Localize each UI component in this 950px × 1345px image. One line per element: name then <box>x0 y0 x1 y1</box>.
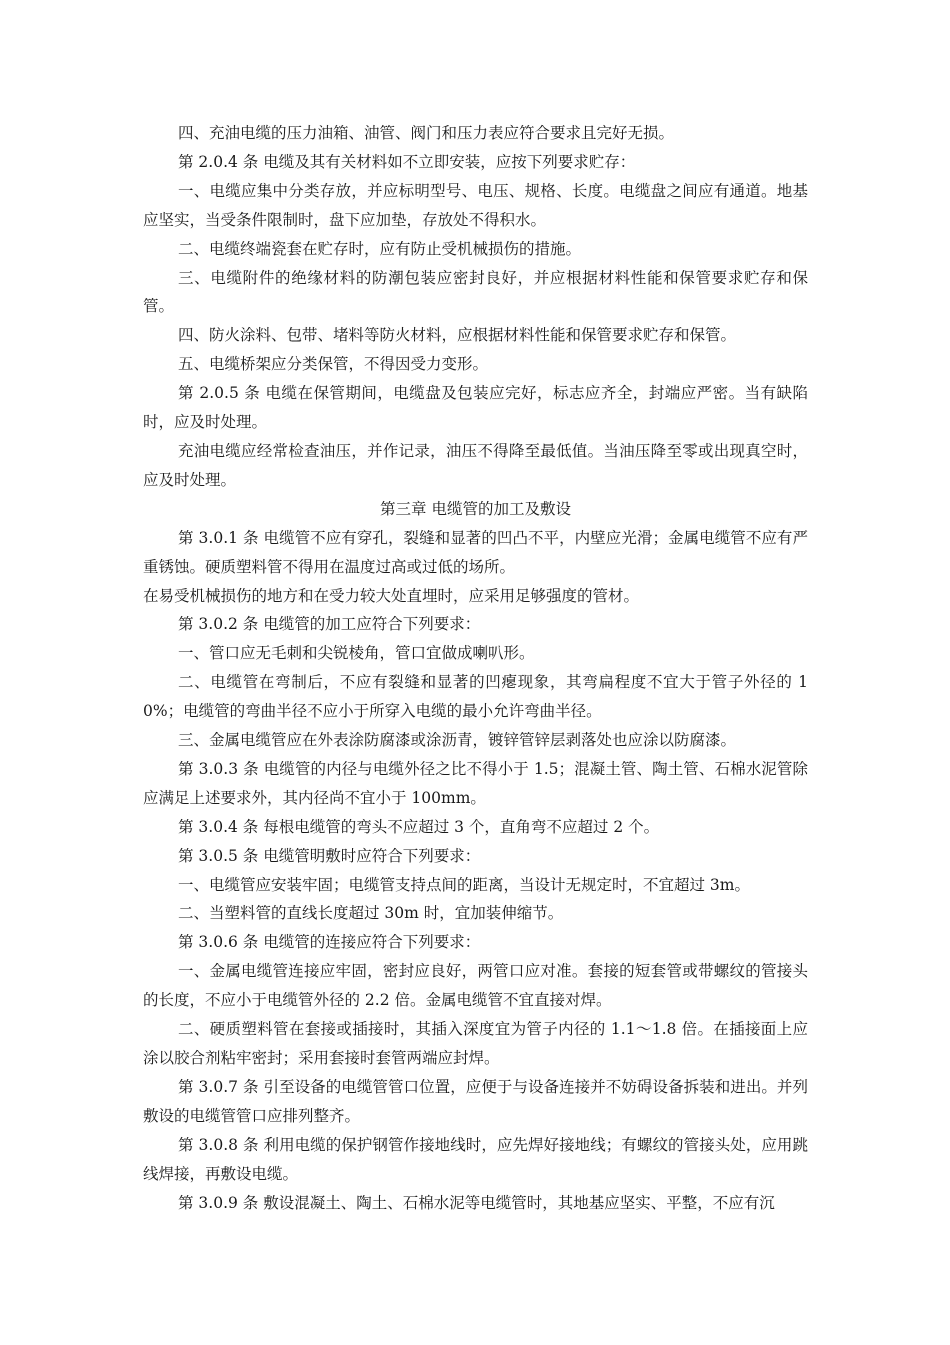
paragraph: 一、金属电缆管连接应牢固，密封应良好，两管口应对准。套接的短套管或带螺纹的管接头的长度，不应小于电缆管外径的 2.2 倍。金属电缆管不宜直接对焊。 <box>143 962 808 1010</box>
paragraph: 一、电缆管应安装牢固；电缆管支持点间的距离，当设计无规定时，不宜超过 3m。 <box>178 875 750 894</box>
clause-3-0-7: 第 3.0.7 条 引至设备的电缆管管口位置，应便于与设备连接并不妨碍设备拆装和进出。并列敷设的电缆管管口应排列整齐。 <box>143 1077 808 1125</box>
clause-3-0-8: 第 3.0.8 条 利用电缆的保护钢管作接地线时，应先焊好接地线；有螺纹的管接头处，应用跳线焊接，再敷设电缆。 <box>143 1135 808 1183</box>
clause-3-0-6: 第 3.0.6 条 电缆管的连接应符合下列要求： <box>178 933 481 952</box>
document-body <box>143 119 808 1217</box>
clause-3-0-1: 第 3.0.1 条 电缆管不应有穿孔，裂缝和显著的凹凸不平，内壁应光滑；金属电缆管不应有严重锈蚀。硬质塑料管不得用在温度过高或过低的场所。 <box>143 528 808 576</box>
clause-3-0-4: 第 3.0.4 条 每根电缆管的弯头不应超过 3 个，直角弯不应超过 2 个。 <box>178 817 660 836</box>
paragraph: 二、当塑料管的直线长度超过 30m 时，宜加装伸缩节。 <box>178 904 564 923</box>
paragraph: 四、充油电缆的压力油箱、油管、阀门和压力表应符合要求且完好无损。 <box>178 124 675 142</box>
paragraph: 在易受机械损伤的地方和在受力较大处直埋时，应采用足够强度的管材。 <box>143 586 640 605</box>
clause-3-0-2: 第 3.0.2 条 电缆管的加工应符合下列要求： <box>178 615 481 634</box>
paragraph: 二、硬质塑料管在套接或插接时，其插入深度宜为管子内径的 1.1～1.8 倍。在插接面上应涂以胶合剂粘牢密封；采用套接时套管两端应封焊。 <box>143 1020 808 1067</box>
clause-3-0-9: 第 3.0.9 条 敷设混凝土、陶土、石棉水泥等电缆管时，其地基应坚实、平整，不应有沉 <box>178 1193 775 1212</box>
clause-2-0-4: 第 2.0.4 条 电缆及其有关材料如不立即安装，应按下列要求贮存： <box>178 152 636 171</box>
paragraph: 三、电缆附件的绝缘材料的防潮包装应密封良好，并应根据材料性能和保管要求贮存和保管。 <box>143 268 808 316</box>
paragraph: 充油电缆应经常检查油压，并作记录，油压不得降至最低值。当油压降至零或出现真空时，应及时处理。 <box>143 441 808 489</box>
clause-3-0-5: 第 3.0.5 条 电缆管明敷时应符合下列要求： <box>178 846 481 865</box>
paragraph: 一、管口应无毛刺和尖锐棱角，管口宜做成喇叭形。 <box>178 644 535 663</box>
paragraph: 四、防火涂料、包带、堵料等防火材料，应根据材料性能和保管要求贮存和保管。 <box>178 326 737 345</box>
paragraph: 一、电缆应集中分类存放，并应标明型号、电压、规格、长度。电缆盘之间应有通道。地基应坚实，当受条件限制时，盘下应加垫，存放处不得积水。 <box>143 181 808 229</box>
paragraph: 二、电缆终端瓷套在贮存时，应有防止受机械损伤的措施。 <box>178 239 582 258</box>
paragraph: 五、电缆桥架应分类保管，不得因受力变形。 <box>178 355 489 374</box>
clause-3-0-3: 第 3.0.3 条 电缆管的内径与电缆外径之比不得小于 1.5；混凝土管、陶土管、石棉水泥管除应满足上述要求外，其内径尚不宜小于 100mm。 <box>143 759 808 807</box>
paragraph: 三、金属电缆管应在外表涂防腐漆或涂沥青，镀锌管锌层剥落处也应涂以防腐漆。 <box>178 731 737 750</box>
chapter-heading: 第三章 电缆管的加工及敷设 <box>380 499 571 518</box>
clause-2-0-5: 第 2.0.5 条 电缆在保管期间，电缆盘及包装应完好，标志应齐全，封端应严密。当有缺陷时，应及时处理。 <box>143 384 808 432</box>
paragraph: 二、电缆管在弯制后，不应有裂缝和显著的凹瘪现象，其弯扁程度不宜大于管子外径的 10%；电缆管的弯曲半径不应小于所穿入电缆的最小允许弯曲半径。 <box>143 673 808 721</box>
